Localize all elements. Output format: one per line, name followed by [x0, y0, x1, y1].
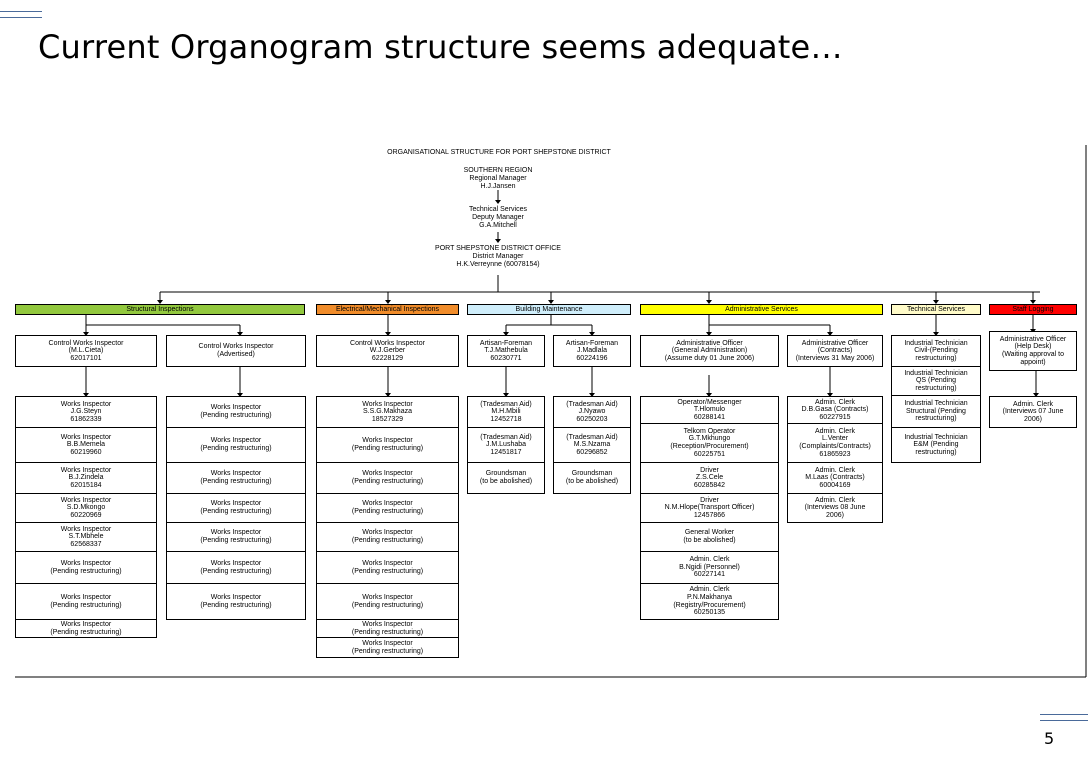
- staff-e-3: Groundsman (to be abolished): [553, 462, 631, 494]
- staff-b-6: Works Inspector (Pending restructuring): [166, 551, 306, 584]
- chart-title: ORGANISATIONAL STRUCTURE FOR PORT SHEPSTONE DISTRICT: [387, 149, 611, 156]
- staff-b-7: Works Inspector (Pending restructuring): [166, 583, 306, 620]
- staff-a-8: Works Inspector (Pending restructuring): [15, 619, 157, 638]
- staff-d-2: (Tradesman Aid) J.M.Lushaba 12451817: [467, 427, 545, 463]
- staff-f-6: Admin. Clerk B.Ngidi (Personnel) 60227141: [640, 551, 779, 584]
- staff-h-1: Industrial Technician QS (Pending restructuring): [891, 366, 981, 396]
- staff-d-1: (Tradesman Aid) M.H.Mbili 12452718: [467, 396, 545, 428]
- staff-a-1: Works Inspector J.G.Steyn 61862339: [15, 396, 157, 428]
- lead-industrial-technician-civil: Industrial Technician Civil-(Pending restructuring): [891, 335, 981, 367]
- staff-b-4: Works Inspector (Pending restructuring): [166, 493, 306, 523]
- staff-f-2: Telkom Operator G.T.Mkhungo (Reception/Procurement) 60225751: [640, 423, 779, 463]
- header-staff-logging: Staff Logging: [989, 304, 1077, 315]
- deputy-manager-node: Technical Services Deputy Manager G.A.Mitchell: [469, 206, 527, 229]
- staff-c-9: Works Inspector (Pending restructuring): [316, 637, 459, 658]
- staff-b-5: Works Inspector (Pending restructuring): [166, 522, 306, 552]
- page-number: 5: [1044, 729, 1055, 748]
- staff-a-3: Works Inspector B.J.Zindela 62015184: [15, 462, 157, 494]
- slide-title: Current Organogram structure seems adequate…: [38, 28, 843, 66]
- staff-e-1: (Tradesman Aid) J.Nyawo 60250203: [553, 396, 631, 428]
- staff-c-7: Works Inspector (Pending restructuring): [316, 583, 459, 620]
- header-structural-inspections: Structural Inspections: [15, 304, 305, 315]
- lead-admin-officer-help-desk: Administrative Officer (Help Desk) (Waiting approval to appoint): [989, 331, 1077, 371]
- lead-artisan-foreman-1: Artisan-Foreman T.J.Mathebula 60230771: [467, 335, 545, 367]
- staff-f-5: General Worker (to be abolished): [640, 522, 779, 552]
- header-electrical-mechanical: Electrical/Mechanical Inspections: [316, 304, 459, 315]
- staff-h-3: Industrial Technician E&M (Pending restructuring): [891, 427, 981, 463]
- staff-f-4: Driver N.M.Hlope(Transport Officer) 12457866: [640, 493, 779, 523]
- staff-a-4: Works Inspector S.D.Mkongo 60220969: [15, 493, 157, 523]
- staff-i-1: Admin. Clerk (Interviews 07 June 2006): [989, 396, 1077, 428]
- staff-b-3: Works Inspector (Pending restructuring): [166, 462, 306, 494]
- staff-c-2: Works Inspector (Pending restructuring): [316, 427, 459, 463]
- header-technical-services: Technical Services: [891, 304, 981, 315]
- staff-c-4: Works Inspector (Pending restructuring): [316, 493, 459, 523]
- header-building-maintenance: Building Maintenance: [467, 304, 631, 315]
- staff-c-5: Works Inspector (Pending restructuring): [316, 522, 459, 552]
- staff-d-3: Groundsman (to be abolished): [467, 462, 545, 494]
- staff-c-6: Works Inspector (Pending restructuring): [316, 551, 459, 584]
- staff-g-1: Admin. Clerk D.B.Gasa (Contracts) 60227915: [787, 396, 883, 424]
- header-administrative-services: Administrative Services: [640, 304, 883, 315]
- staff-a-6: Works Inspector (Pending restructuring): [15, 551, 157, 584]
- lead-control-works-inspector-3: Control Works Inspector W.J.Gerber 62228129: [316, 335, 459, 367]
- lead-artisan-foreman-2: Artisan-Foreman J.Madlala 60224196: [553, 335, 631, 367]
- staff-g-4: Admin. Clerk (Interviews 08 June 2006): [787, 493, 883, 523]
- staff-f-3: Driver Z.S.Cele 60285842: [640, 462, 779, 494]
- staff-a-7: Works Inspector (Pending restructuring): [15, 583, 157, 620]
- staff-c-8: Works Inspector (Pending restructuring): [316, 619, 459, 638]
- staff-g-3: Admin. Clerk M.Laas (Contracts) 60004169: [787, 462, 883, 494]
- staff-g-2: Admin. Clerk L.Venter (Complaints/Contracts) 61865923: [787, 423, 883, 463]
- staff-e-2: (Tradesman Aid) M.S.Nzama 60296852: [553, 427, 631, 463]
- staff-a-2: Works Inspector B.B.Memela 60219960: [15, 427, 157, 463]
- district-manager-node: PORT SHEPSTONE DISTRICT OFFICE District Manager H.K.Verreynne (60078154): [435, 245, 561, 268]
- staff-h-2: Industrial Technician Structural (Pending restructuring): [891, 395, 981, 428]
- staff-b-2: Works Inspector (Pending restructuring): [166, 427, 306, 463]
- lead-admin-officer-contracts: Administrative Officer (Contracts) (Interviews 31 May 2006): [787, 335, 883, 367]
- staff-c-1: Works Inspector S.S.G.Makhaza 18527329: [316, 396, 459, 428]
- lead-admin-officer-general: Administrative Officer (General Administration) (Assume duty 01 June 2006): [640, 335, 779, 367]
- staff-b-1: Works Inspector (Pending restructuring): [166, 396, 306, 428]
- staff-f-1: Operator/Messenger T.Hlomulo 60288141: [640, 396, 779, 424]
- staff-c-3: Works Inspector (Pending restructuring): [316, 462, 459, 494]
- lead-control-works-inspector-2: Control Works Inspector (Advertised): [166, 335, 306, 367]
- staff-f-7: Admin. Clerk P.N.Makhanya (Registry/Procurement) 60250135: [640, 583, 779, 620]
- lead-control-works-inspector-1: Control Works Inspector (M.L.Cieta) 62017101: [15, 335, 157, 367]
- staff-a-5: Works Inspector S.T.Mbhele 62568337: [15, 522, 157, 552]
- regional-manager-node: SOUTHERN REGION Regional Manager H.J.Jansen: [463, 167, 533, 190]
